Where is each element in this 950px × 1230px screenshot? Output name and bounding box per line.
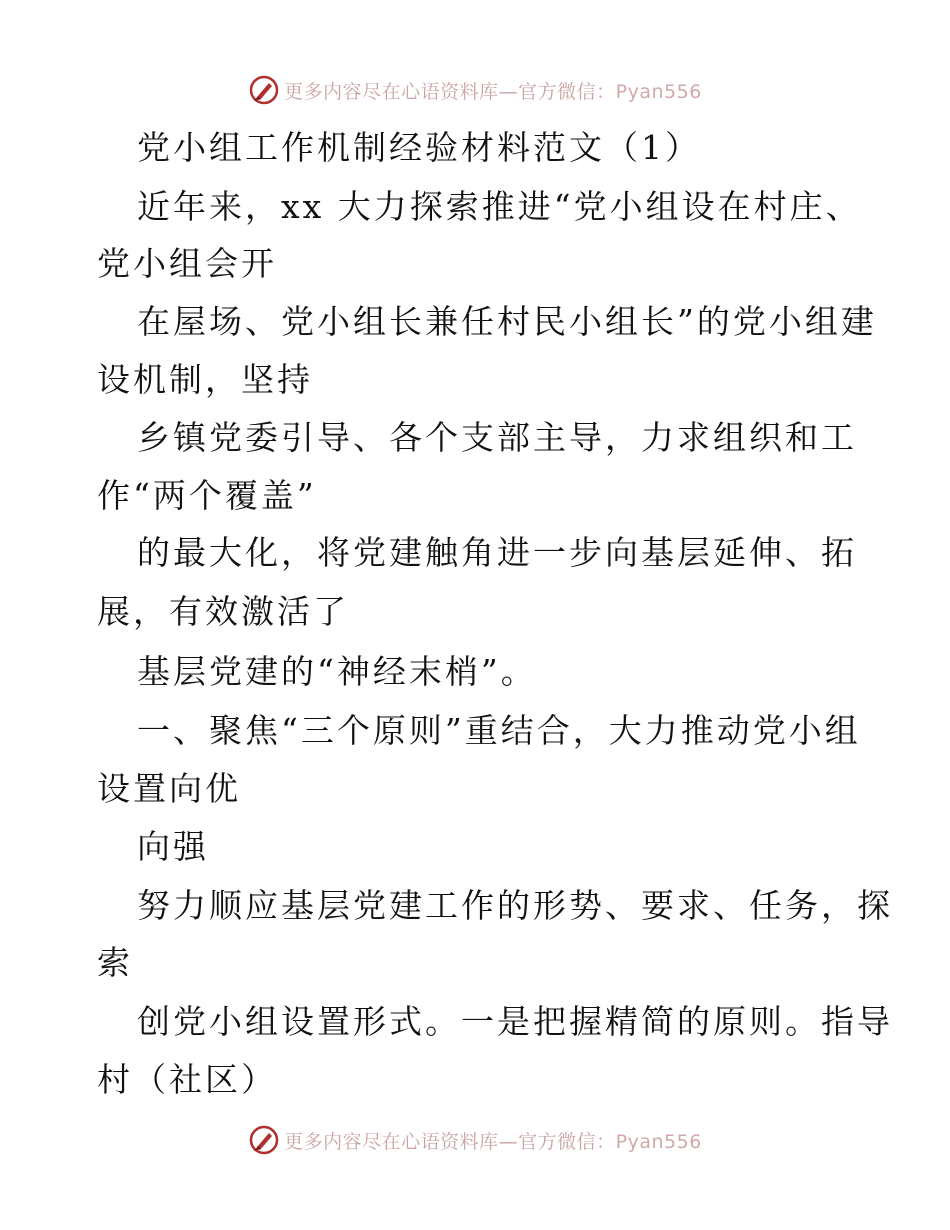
paragraph-line: 村（社区） (97, 1060, 277, 1099)
paragraph-line: 设置向优 (97, 769, 241, 808)
paragraph-line: 索 (97, 943, 133, 982)
watermark-id: Pyan556 (615, 1130, 702, 1153)
paragraph-line: 的最大化，将党建触角进一步向基层延伸、拓 (137, 533, 857, 572)
paragraph-line: 作“两个覆盖” (97, 476, 317, 515)
pen-logo-icon (248, 1124, 280, 1156)
paragraph-line: 近年来，xx 大力探索推进“党小组设在村庄、 (137, 187, 862, 226)
paragraph-line: 乡镇党委引导、各个支部主导，力求组织和工 (137, 418, 857, 457)
watermark-footer (0, 1120, 950, 1160)
paragraph-line: 党小组会开 (97, 244, 277, 283)
section-heading: 一、聚焦“三个原则”重结合，大力推动党小组 (137, 711, 861, 750)
paragraph-line: 在屋场、党小组长兼任村民小组长”的党小组建 (137, 302, 877, 341)
paragraph-line: 设机制，坚持 (97, 360, 313, 399)
watermark-header (0, 70, 950, 110)
pen-logo-icon (248, 74, 280, 106)
paragraph-line: 展，有效激活了 (97, 592, 349, 631)
paragraph-line: 创党小组设置形式。一是把握精简的原则。指导 (137, 1002, 893, 1041)
watermark-text: 更多内容尽在心语资料库—官方微信： (284, 80, 616, 103)
paragraph-line: 努力顺应基层党建工作的形势、要求、任务，探 (137, 886, 893, 925)
document-title: 党小组工作机制经验材料范文（1） (137, 128, 701, 167)
paragraph-line: 向强 (137, 827, 209, 866)
paragraph-line: 基层党建的“神经末梢”。 (137, 652, 537, 691)
watermark-id: Pyan556 (615, 80, 702, 103)
watermark-text: 更多内容尽在心语资料库—官方微信： (284, 1130, 616, 1153)
